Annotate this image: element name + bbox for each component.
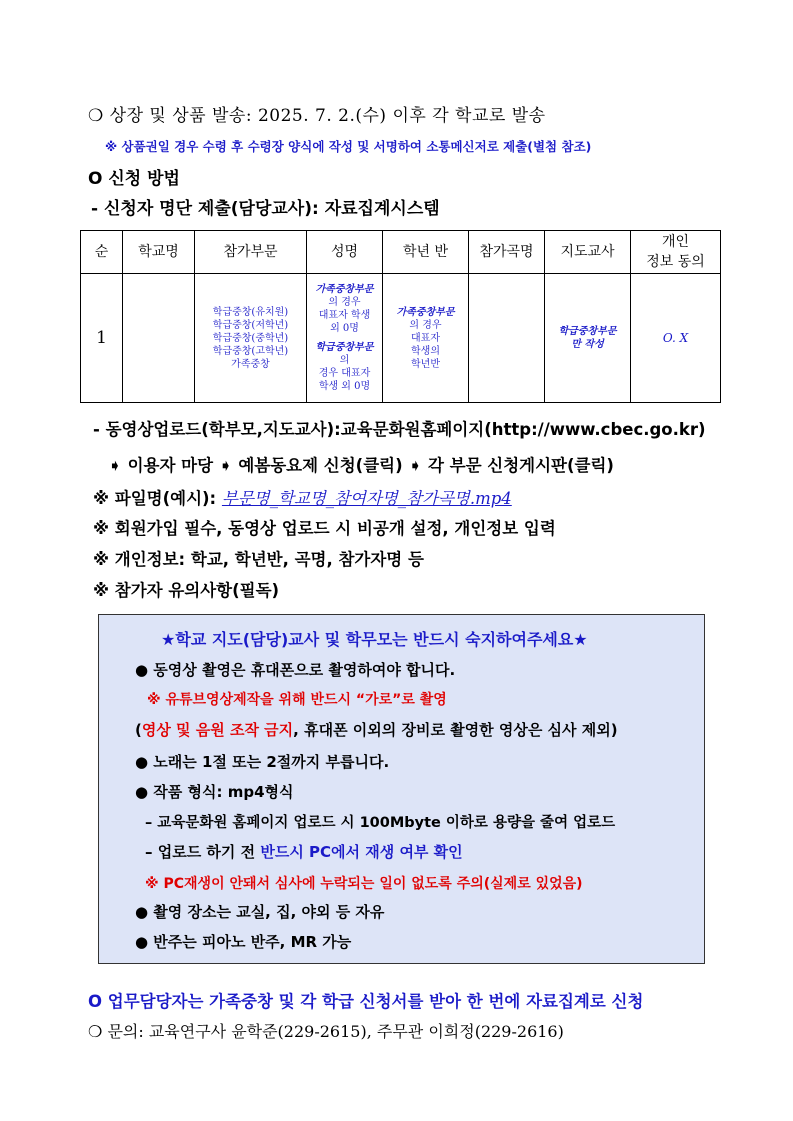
arrow-icon: ➧ — [108, 456, 122, 475]
method-title: 신청 방법 — [108, 169, 180, 189]
notice-size: – 교육문화원 홈페이지 업로드 시 100Mbyte 이하로 용량을 줄여 업로드 — [145, 815, 616, 831]
notice-place: ● 촬영 장소는 교실, 집, 야외 등 자유 — [135, 903, 385, 921]
notice-title: ★학교 지도(담당)교사 및 학무모는 반드시 숙지하여주세요★ — [161, 630, 588, 649]
table-header-consent: 개인 정보 동의 — [631, 231, 721, 274]
notice-verses: ● 노래는 1절 또는 2절까지 부릅니다. — [135, 753, 390, 771]
upload-line: - 동영상업로드(학부모,지도교사):교육문화원홈페이지(http://www.cbec.go.kr) — [93, 420, 706, 439]
award-line — [88, 101, 546, 126]
notice-format: ● 작품 형식: mp4형식 — [135, 783, 294, 801]
notice-pc-warning: ※ PC재생이 안돼서 심사에 누락되는 일이 없도록 주의(실제로 있었음) — [145, 876, 583, 892]
path-step: 예봄동요제 신청(클릭) — [238, 456, 403, 475]
notice-check: – 업로드 하기 전 반드시 PC에서 재생 여부 확인 — [145, 843, 463, 861]
circle-bullet-icon: ❍ — [88, 106, 104, 126]
notice-accompaniment: ● 반주는 피아노 반주, MR 가능 — [135, 933, 352, 951]
table-header: 참가곡명 — [469, 231, 545, 274]
caution-heading: ※ 참가자 유의사항(필독) — [93, 581, 280, 600]
award-text: 상장 및 상품 발송: 2025. 7. 2.(수) 이후 각 학교로 발송 — [109, 106, 546, 126]
table-header: 성명 — [307, 231, 383, 274]
upload-path — [108, 452, 614, 476]
signup-note: ※ 회원가입 필수, 동영상 업로드 시 비공개 설정, 개인정보 입력 — [93, 519, 556, 538]
table-header: 참가부문 — [195, 231, 307, 274]
cell-song — [469, 274, 545, 403]
cell-consent: O. X — [631, 274, 721, 403]
circle-bullet-icon: O — [88, 169, 103, 189]
contact-line — [88, 1019, 564, 1042]
notice-manipulation: (영상 및 음원 조작 금지, 휴대폰 이외의 장비로 촬영한 영상은 심사 제외) — [135, 721, 618, 739]
method-heading — [88, 164, 180, 189]
circle-bullet-icon: ❍ — [88, 1022, 103, 1041]
table-row — [81, 274, 721, 403]
cell-grade: 가족중창부문 의 경우 대표자 학생의 학년반 — [383, 274, 469, 403]
table-header: 지도교사 — [545, 231, 631, 274]
path-step: 이용자 마당 — [127, 456, 214, 475]
cell-divisions: 학급중창(유치원) 학급중창(저학년) 학급중창(중학년) 학급중창(고학년) 가족중창 — [195, 274, 307, 403]
roster-line: - 신청자 명단 제출(담당교사): 자료집계시스템 — [91, 199, 440, 219]
notice-box — [98, 614, 705, 964]
circle-bullet-icon: O — [88, 992, 103, 1011]
cell-teacher: 학급중창부문 만 작성 — [545, 274, 631, 403]
contact-text: 문의: 교육연구사 윤학준(229-2615), 주무관 이희정(229-2616) — [107, 1022, 564, 1041]
notice-landscape: ※ 유튜브영상제작을 위해 반드시 “가로”로 촬영 — [147, 692, 447, 708]
path-step: 각 부문 신청게시판(클릭) — [427, 456, 614, 475]
table-header-row — [81, 231, 721, 274]
filename-line — [93, 485, 512, 509]
table-header: 학교명 — [123, 231, 195, 274]
application-table — [80, 230, 721, 403]
filename-example: 부문명_학교명_참여자명_참가곡명.mp4 — [221, 489, 512, 508]
final-instruction: O 업무담당자는 가족중창 및 각 학급 신청서를 받아 한 번에 자료집계로 신청 — [88, 992, 644, 1011]
cell-name: 가족중창부문 의 경우 대표자 학생 외 0명 학급중창부문 의 경우 대표자 학생 외 0명 — [307, 274, 383, 403]
table-header: 순 — [81, 231, 123, 274]
table-header: 학년 반 — [383, 231, 469, 274]
cell-school — [123, 274, 195, 403]
award-note: ※ 상품권일 경우 수령 후 수령장 양식에 작성 및 서명하여 소통메신저로 제출(별첨 참조) — [105, 139, 592, 154]
privacy-note: ※ 개인정보: 학교, 학년반, 곡명, 참가자명 등 — [93, 550, 424, 569]
notice-phone: ● 동영상 촬영은 휴대폰으로 촬영하여야 합니다. — [135, 661, 456, 679]
cell-number: 1 — [81, 274, 123, 403]
arrow-icon: ➧ — [218, 456, 233, 475]
filename-label: ※ 파일명(예시): — [93, 489, 217, 508]
arrow-icon: ➧ — [408, 456, 423, 475]
